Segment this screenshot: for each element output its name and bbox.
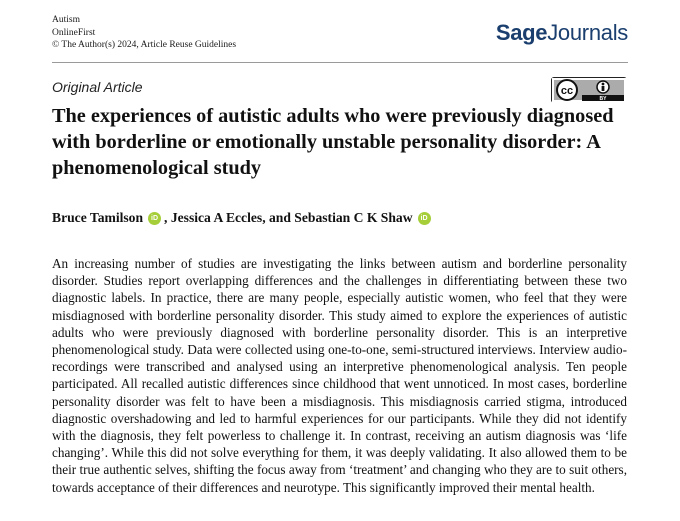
article-title: The experiences of autistic adults who were previously diagnosed with borderline or emotionally unstable personality disorder: A phenomenological study <box>52 105 614 179</box>
orcid-icon[interactable]: iD <box>418 212 431 225</box>
journal-meta <box>52 14 236 52</box>
abstract-text: An increasing number of studies are investigating the links between autism and borderline personality disorder. Studies report overlapping differences and the challenges in differentiating between these two diagnostic labels. In practice, there are many people, especially autistic women, who feel that they were misdiagnosed with borderline personality disorder. This study aimed to explore the experiences of autistic adults who were previously diagnosed with borderline personality disorder. This is an interpretive phenomenological study. Data were collected using one-to-one, semi-structured interviews. Interview audio-recordings were transcribed and analysed using an interpretive phenomenological analysis. Ten people participated. All recalled autistic differences since childhood that went unnoticed. In most cases, borderline personality disorder was felt to have been a misdiagnosis. This misdiagnosis carried stigma, introduced diagnostic overshadowing and led to harmful experiences for our participants. While they did not identify with the diagnosis, they felt powerless to challenge it. In contrast, receiving an autism diagnosis was ‘life changing’. While this did not solve everything for them, it was deeply validating. It also allowed them to be their true authentic selves, shifting the focus away from ‘treatment’ and changing who they are to suit others, towards acceptance of their differences and neurotype. This significantly improved their mental health. <box>52 256 627 495</box>
by-text: BY <box>599 96 607 102</box>
header-divider <box>52 62 628 63</box>
logo-journals-text: Journals <box>547 20 628 45</box>
copyright-line[interactable]: © The Author(s) 2024, Article Reuse Guidelines <box>52 40 237 50</box>
orcid-icon[interactable]: iD <box>148 212 161 225</box>
sage-journals-logo[interactable] <box>496 20 628 46</box>
author-list <box>52 210 434 226</box>
journal-issue: OnlineFirst <box>52 27 96 38</box>
logo-sage-text: Sage <box>495 20 548 45</box>
author-name[interactable]: Bruce Tamilson <box>52 210 144 225</box>
cc-by-license-badge[interactable] <box>551 77 627 103</box>
article-type-label: Original Article <box>52 79 143 95</box>
journal-name: Autism <box>52 15 80 25</box>
cc-text: cc <box>560 85 574 97</box>
cc-by-icon <box>552 78 628 104</box>
author-names-rest[interactable]: , Jessica A Eccles, and Sebastian C K Shaw <box>164 210 413 225</box>
